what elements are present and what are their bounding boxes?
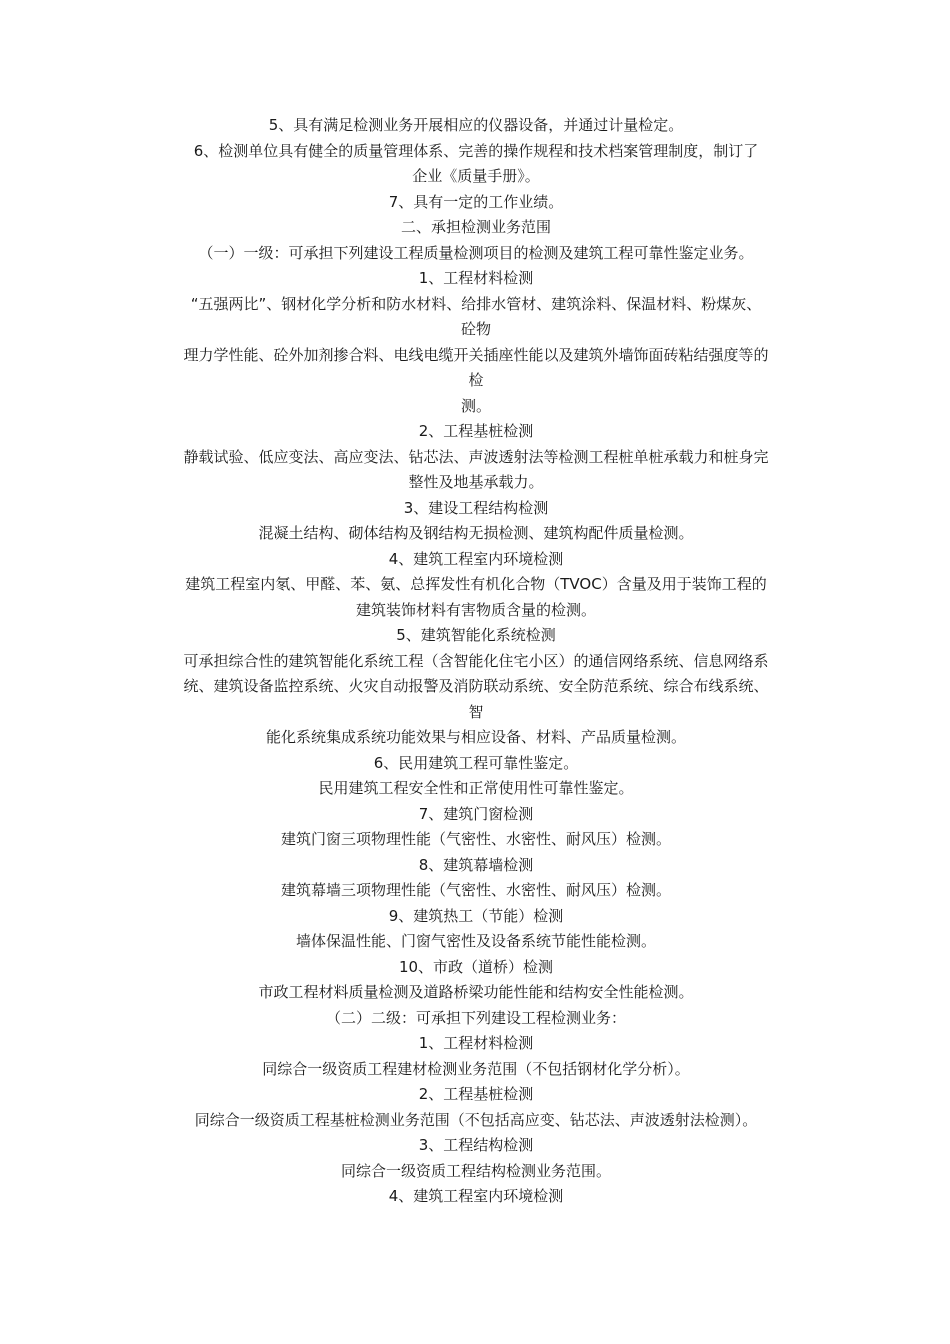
item-heading: 3、工程结构检测 bbox=[418, 1136, 534, 1154]
text-line: 建筑门窗三项物理性能（气密性、水密性、耐风压）检测。 bbox=[280, 830, 671, 848]
text-line: 7、具有一定的工作业绩。 bbox=[388, 192, 564, 211]
text-line: 砼物 bbox=[460, 320, 491, 338]
text-line: 民用建筑工程安全性和正常使用性可靠性鉴定。 bbox=[318, 779, 634, 797]
item-heading: 5、建筑智能化系统检测 bbox=[396, 626, 556, 644]
text-line: “五强两比”、钢材化学分析和防水材料、给排水管材、建筑涂料、保温材料、粉煤灰、 bbox=[190, 294, 762, 313]
text-line: 建筑幕墙三项物理性能（气密性、水密性、耐风压）检测。 bbox=[280, 881, 671, 899]
text-line: 统、建筑设备监控系统、火灾自动报警及消防联动系统、安全防范系统、综合布线系统、 bbox=[183, 677, 769, 695]
item-heading: 10、市政（道桥）检测 bbox=[398, 957, 554, 976]
subsection-heading: （二）二级：可承担下列建设工程检测业务： bbox=[325, 1008, 626, 1027]
section-heading: 二、承担检测业务范围 bbox=[400, 218, 551, 236]
text-line: 测。 bbox=[460, 396, 491, 415]
text-line: 建筑装饰材料有害物质含量的检测。 bbox=[355, 600, 596, 619]
item-heading: 2、工程基桩检测 bbox=[418, 1085, 534, 1103]
item-heading: 2、工程基桩检测 bbox=[418, 422, 534, 440]
text-line: 企业《质量手册》。 bbox=[412, 167, 540, 185]
item-heading: 3、建设工程结构检测 bbox=[403, 498, 549, 517]
item-heading: 1、工程材料检测 bbox=[418, 1034, 534, 1052]
item-heading: 6、民用建筑工程可靠性鉴定。 bbox=[373, 753, 579, 772]
text-line: 智 bbox=[468, 702, 484, 721]
text-line: 同综合一级资质工程基桩检测业务范围（不包括高应变、钻芯法、声波透射法检测）。 bbox=[194, 1110, 758, 1129]
document-body bbox=[140, 113, 812, 1210]
item-heading: 7、建筑门窗检测 bbox=[418, 804, 534, 823]
text-line: 市政工程材料质量检测及道路桥梁功能性能和结构安全性能检测。 bbox=[258, 983, 694, 1001]
text-line: 6、检测单位具有健全的质量管理体系、完善的操作规程和技术档案管理制度，制订了 bbox=[193, 141, 759, 160]
item-heading: 4、建筑工程室内环境检测 bbox=[388, 1187, 564, 1205]
item-heading: 8、建筑幕墙检测 bbox=[418, 855, 534, 874]
item-heading: 9、建筑热工（节能）检测 bbox=[388, 906, 564, 925]
text-line: 墙体保温性能、门窗气密性及设备系统节能性能检测。 bbox=[295, 932, 656, 950]
item-heading: 1、工程材料检测 bbox=[418, 269, 534, 287]
text-line: 静载试验、低应变法、高应变法、钻芯法、声波透射法等检测工程桩单桩承载力和桩身完 bbox=[183, 447, 769, 466]
text-line: 5、具有满足检测业务开展相应的仪器设备，并通过计量检定。 bbox=[268, 116, 684, 134]
text-line: 同综合一级资质工程建材检测业务范围（不包括钢材化学分析）。 bbox=[262, 1059, 690, 1078]
text-line: 混凝土结构、砌体结构及钢结构无损检测、建筑构配件质量检测。 bbox=[258, 524, 694, 542]
text-line: 理力学性能、砼外加剂掺合料、电线电缆开关插座性能以及建筑外墙饰面砖粘结强度等的 bbox=[183, 345, 769, 364]
text-line: 建筑工程室内氡、甲醛、苯、氨、总挥发性有机化合物（TVOC）含量及用于装饰工程的 bbox=[185, 575, 767, 593]
text-line: 可承担综合性的建筑智能化系统工程（含智能化住宅小区）的通信网络系统、信息网络系 bbox=[183, 651, 769, 670]
subsection-heading: （一）一级：可承担下列建设工程质量检测项目的检测及建筑工程可靠性鉴定业务。 bbox=[198, 243, 754, 262]
text-line: 检 bbox=[468, 371, 484, 389]
text-line: 整性及地基承载力。 bbox=[408, 473, 544, 491]
item-heading: 4、建筑工程室内环境检测 bbox=[388, 549, 564, 568]
text-line: 能化系统集成系统功能效果与相应设备、材料、产品质量检测。 bbox=[265, 728, 686, 746]
text-line: 同综合一级资质工程结构检测业务范围。 bbox=[340, 1161, 611, 1180]
